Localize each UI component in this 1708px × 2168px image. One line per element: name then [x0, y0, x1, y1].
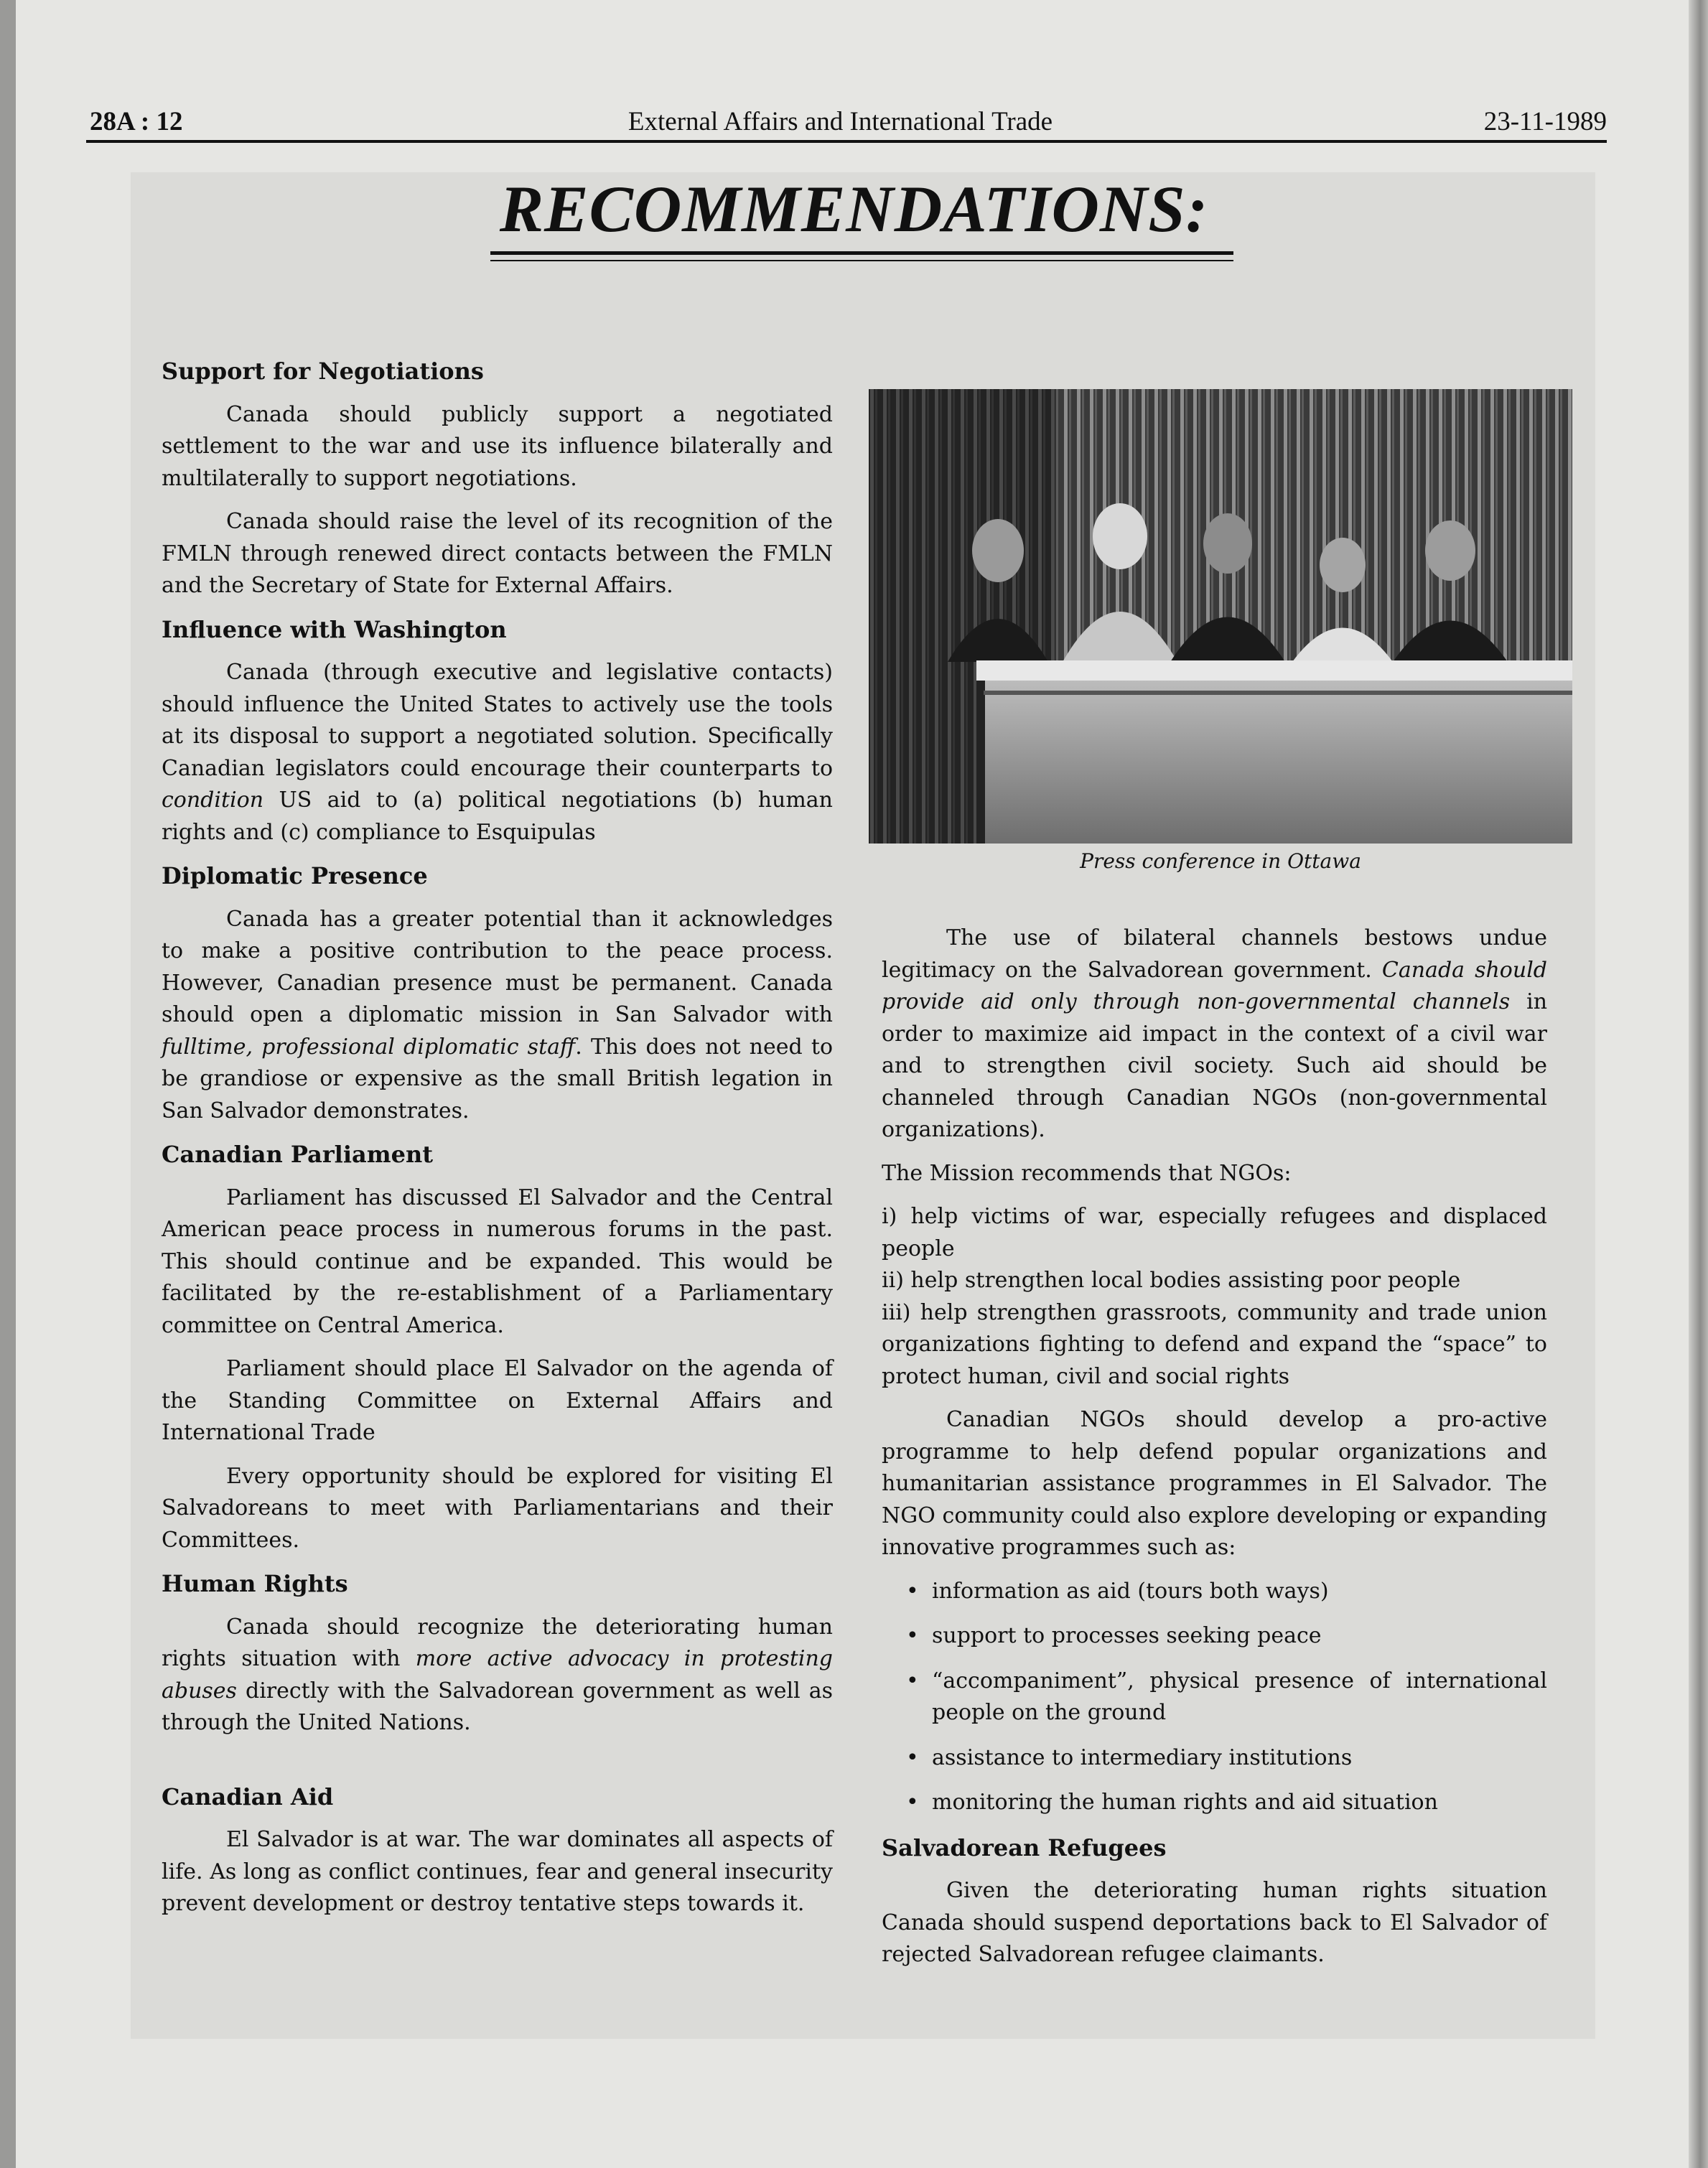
section-heading-diplomatic: Diplomatic Presence: [162, 862, 428, 889]
support-paragraph-1: Canada should publicly support a negotiated settlement to the war and use its influence bilaterally and multilaterally to support negotiations.: [162, 401, 833, 491]
section-heading-support: Support for Negotiations: [162, 358, 484, 385]
human-rights-paragraph: Canada should recognize the deteriorating human rights situation with more active advocacy in protesting abuses directly with the Salvadorean government as well as through the United Nations.: [162, 1614, 833, 1735]
title-underline: [490, 251, 1233, 255]
diplomatic-paragraph: Canada has a greater potential than it acknowledges to make a positive contribution to the peace process. However, Canadian presence must be permanent. Canada should open a diplomatic mission in San Salvador with fulltime, professional diplomatic staff. This does not need to be grandiose or expensive as the small British legation in San Salvador demonstrates.: [162, 906, 834, 1123]
press-conference-photo: [869, 389, 1572, 844]
aid-paragraph: El Salvador is at war. The war dominates all aspects of life. As long as conflict continues, fear and general insecurity prevent development or destroy tentative steps towards it.: [162, 1827, 833, 1916]
page-number: 28A : 12: [90, 107, 183, 136]
left-column: [162, 355, 833, 1920]
list-item: • assistance to intermediary institutions: [932, 1742, 1547, 1775]
title-underline-thin: [490, 260, 1233, 261]
mission-recommends: The Mission recommends that NGOs:: [882, 1160, 1292, 1186]
photo-illustration: [869, 389, 1572, 844]
list-item: • monitoring the human rights and aid situation: [932, 1787, 1547, 1819]
right-column: [882, 922, 1547, 1971]
refugees-paragraph: Given the deteriorating human rights situation Canada should suspend deportations back to El Salvador of rejected Salvadorean refugee claimants.: [882, 1878, 1547, 1967]
parliament-paragraph-3: Every opportunity should be explored for visiting El Salvadoreans to meet with Parliamentarians and their Committees.: [162, 1463, 833, 1553]
recommendation-ii: ii) help strengthen local bodies assisting poor people: [882, 1268, 1461, 1293]
parliament-paragraph-1: Parliament has discussed El Salvador and the Central American peace process in numerous forums in the past. This should continue and be expanded. This would be facilitated by the re-establishment of a Parliamentary committee on Central America.: [162, 1185, 833, 1338]
parliament-paragraph-2: Parliament should place El Salvador on the agenda of the Standing Committee on External Affairs and International Trade: [162, 1356, 833, 1445]
washington-paragraph: Canada (through executive and legislative contacts) should influence the United States to actively use the tools at its disposal to support a negotiated solution. Specifically Canadian legislators could encourage their counterparts to condition US aid to (a) political negotiations (b) human rights and (c) compliance to Esquipulas: [162, 660, 833, 845]
page-edge: [1689, 0, 1708, 2168]
section-heading-parliament: Canadian Parliament: [162, 1141, 433, 1168]
bilateral-paragraph: The use of bilateral channels bestows undue legitimacy on the Salvadorean government. Canada should provide aid only through non-governmental channels in order to maximize aid impact in the context of a civil war and to strengthen civil society. Such aid should be channeled through Canadian NGOs (non-governmental organizations).: [882, 925, 1548, 1142]
recommendation-i: i) help victims of war, especially refugees and displaced people: [882, 1204, 1547, 1261]
publication-title: External Affairs and International Trade: [627, 107, 1053, 136]
section-heading-washington: Influence with Washington: [162, 615, 507, 643]
recommendation-iii: iii) help strengthen grassroots, community and trade union organizations fighting to defend and expand the “space” to protect human, civil and social rights: [882, 1299, 1547, 1389]
section-heading-aid: Canadian Aid: [162, 1782, 334, 1810]
programme-list: [882, 1576, 1547, 1819]
photo-caption: Press conference in Ottawa: [1080, 849, 1361, 873]
list-item: • “accompaniment”, physical presence of international people on the ground: [932, 1665, 1547, 1729]
list-item: • information as aid (tours both ways): [932, 1576, 1547, 1608]
header-rule: [86, 140, 1607, 143]
section-heading-refugees: Salvadorean Refugees: [882, 1833, 1167, 1861]
running-header: [74, 106, 1607, 142]
list-item: • support to processes seeking peace: [932, 1620, 1547, 1653]
ngo-programme-paragraph: Canadian NGOs should develop a pro-active programme to help defend popular organizations and humanitarian assistance programmes in El Salvador. The NGO community could also explore developing or expanding innovative programmes such as:: [882, 1407, 1547, 1560]
support-paragraph-2: Canada should raise the level of its recognition of the FMLN through renewed direct contacts between the FMLN and the Secretary of State for External Affairs.: [162, 509, 833, 598]
header-date: 23-11-1989: [1483, 107, 1607, 136]
section-heading-human-rights: Human Rights: [162, 1570, 348, 1597]
page-title: RECOMMENDATIONS:: [499, 172, 1209, 246]
